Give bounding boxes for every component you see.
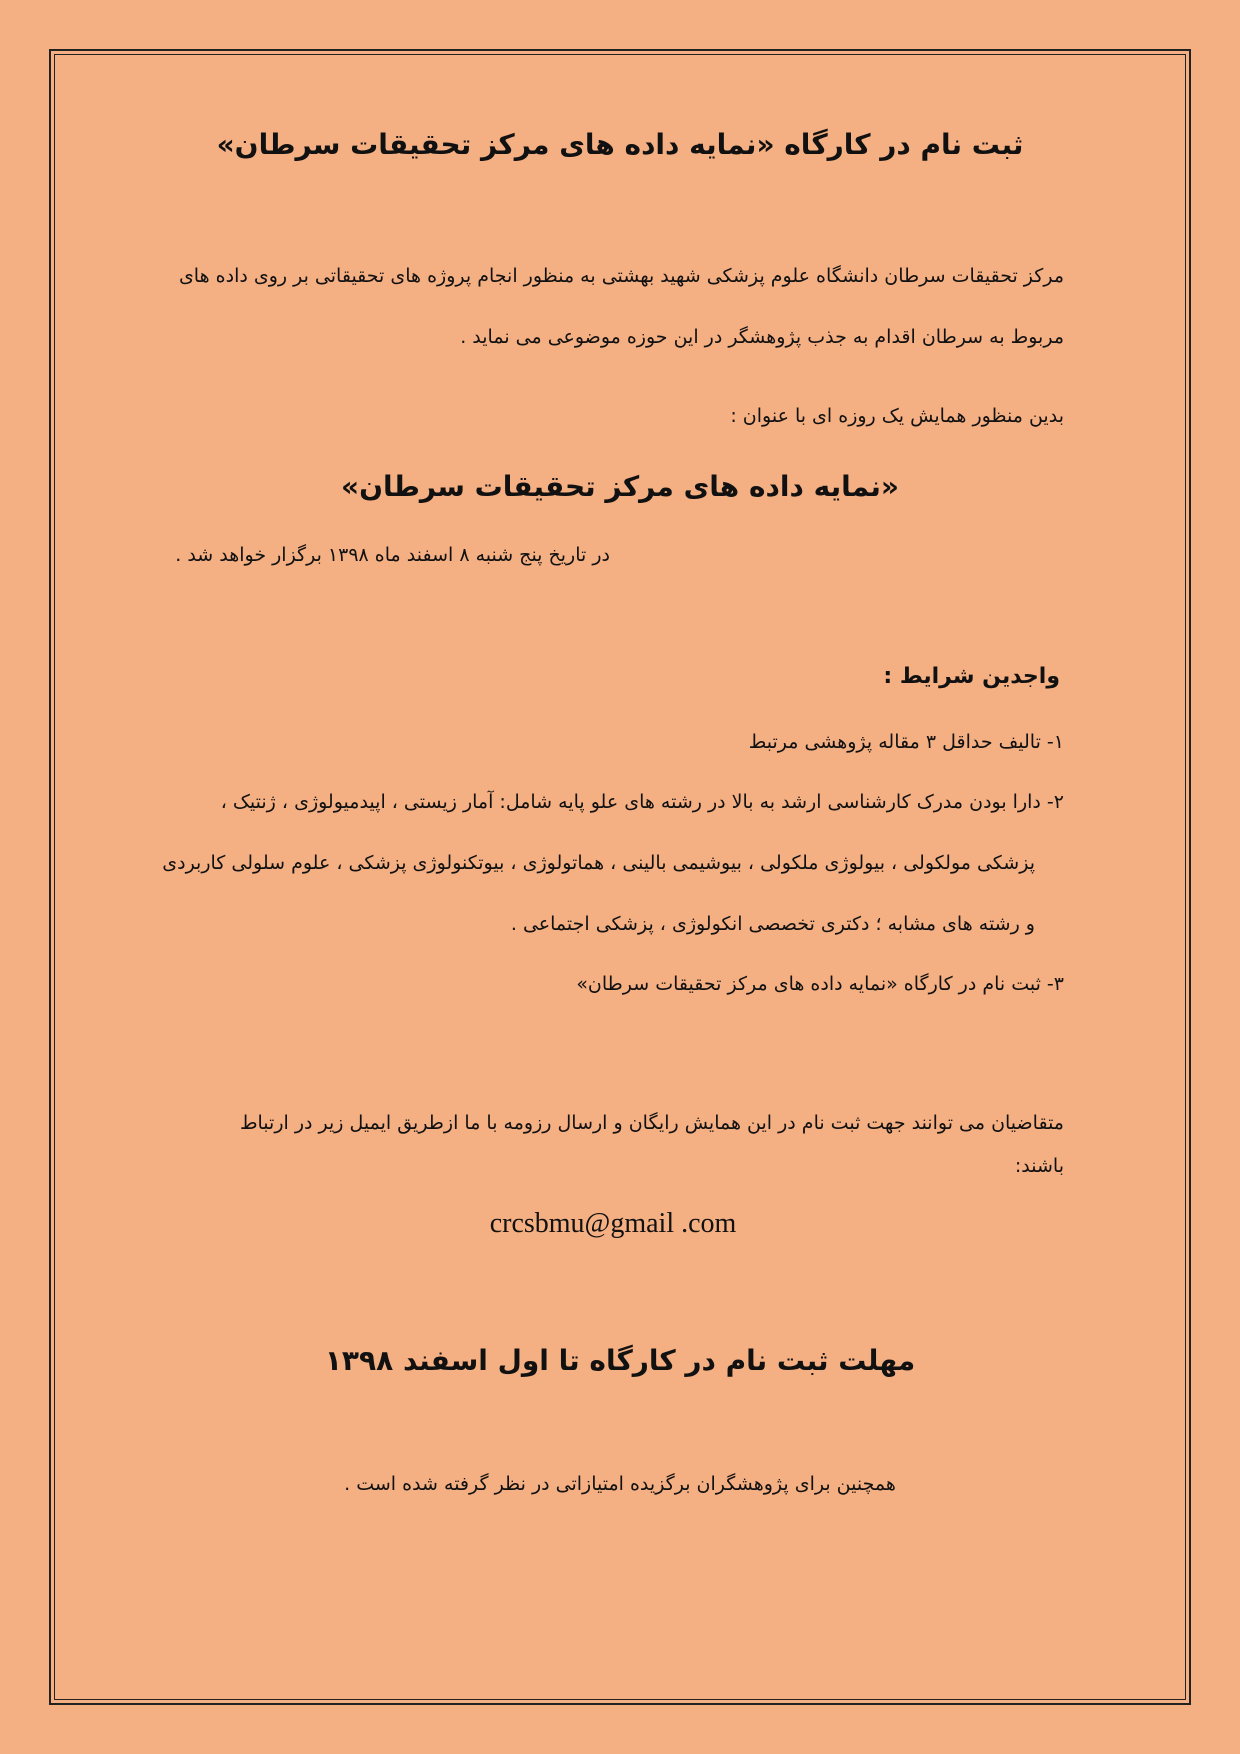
intro-paragraph-line-2: مربوط به سرطان اقدام به جذب پژوهشگر در این حوزه موضوعی می نماید .: [460, 326, 1064, 348]
page-border-inner: [54, 54, 1186, 1700]
intro-paragraph-line-3: بدین منظور همایش یک روزه ای با عنوان :: [730, 405, 1064, 427]
event-title: «نمایه داده های مرکز تحقیقات سرطان»: [341, 470, 899, 503]
requirement-item-3: ۳- ثبت نام در کارگاه «نمایه داده های مرکز تحقیقات سرطان»: [576, 973, 1064, 995]
footer-note: همچنین برای پژوهشگران برگزیده امتیازاتی در نظر گرفته شده است .: [344, 1473, 896, 1495]
requirement-item-2-line-3: و رشته های مشابه ؛ دکتری تخصصی انکولوژی ، پزشکی اجتماعی .: [510, 913, 1035, 935]
page-title: ثبت نام در کارگاه «نمایه داده های مرکز تحقیقات سرطان»: [216, 128, 1024, 161]
requirement-item-1: ۱- تالیف حداقل ۳ مقاله پژوهشی مرتبط: [748, 731, 1064, 753]
contact-email[interactable]: crcsbmu@gmail .com: [489, 1208, 737, 1239]
contact-text-line-2: باشند:: [1014, 1155, 1064, 1177]
requirement-item-2-line-2: پزشکی مولکولی ، بیولوژی ملکولی ، بیوشیمی بالینی ، هماتولوژی ، بیوتکنولوژی پزشکی ، علوم سلولی کاربردی: [162, 852, 1035, 874]
requirement-item-2-line-1: ۲- دارا بودن مدرک کارشناسی ارشد به بالا در رشته های علو پایه شامل: آمار زیستی ، اپیدمیولوژی ، ژنتیک ،: [220, 791, 1064, 813]
contact-text-line-1: متقاضیان می توانند جهت ثبت نام در این همایش رایگان و ارسال رزومه با ما ازطریق ایمیل زیر در ارتباط: [239, 1112, 1064, 1134]
intro-paragraph-line-1: مرکز تحقیقات سرطان دانشگاه علوم پزشکی شهید بهشتی به منظور انجام پروژه های تحقیقاتی بر روی داده های: [178, 265, 1064, 287]
requirements-heading: واجدین شرایط :: [883, 664, 1060, 689]
registration-deadline: مهلت ثبت نام در کارگاه تا اول اسفند ۱۳۹۸: [324, 1344, 916, 1377]
event-date-text: در تاریخ پنج شنبه ۸ اسفند ماه ۱۳۹۸ برگزار خواهد شد .: [175, 544, 610, 566]
